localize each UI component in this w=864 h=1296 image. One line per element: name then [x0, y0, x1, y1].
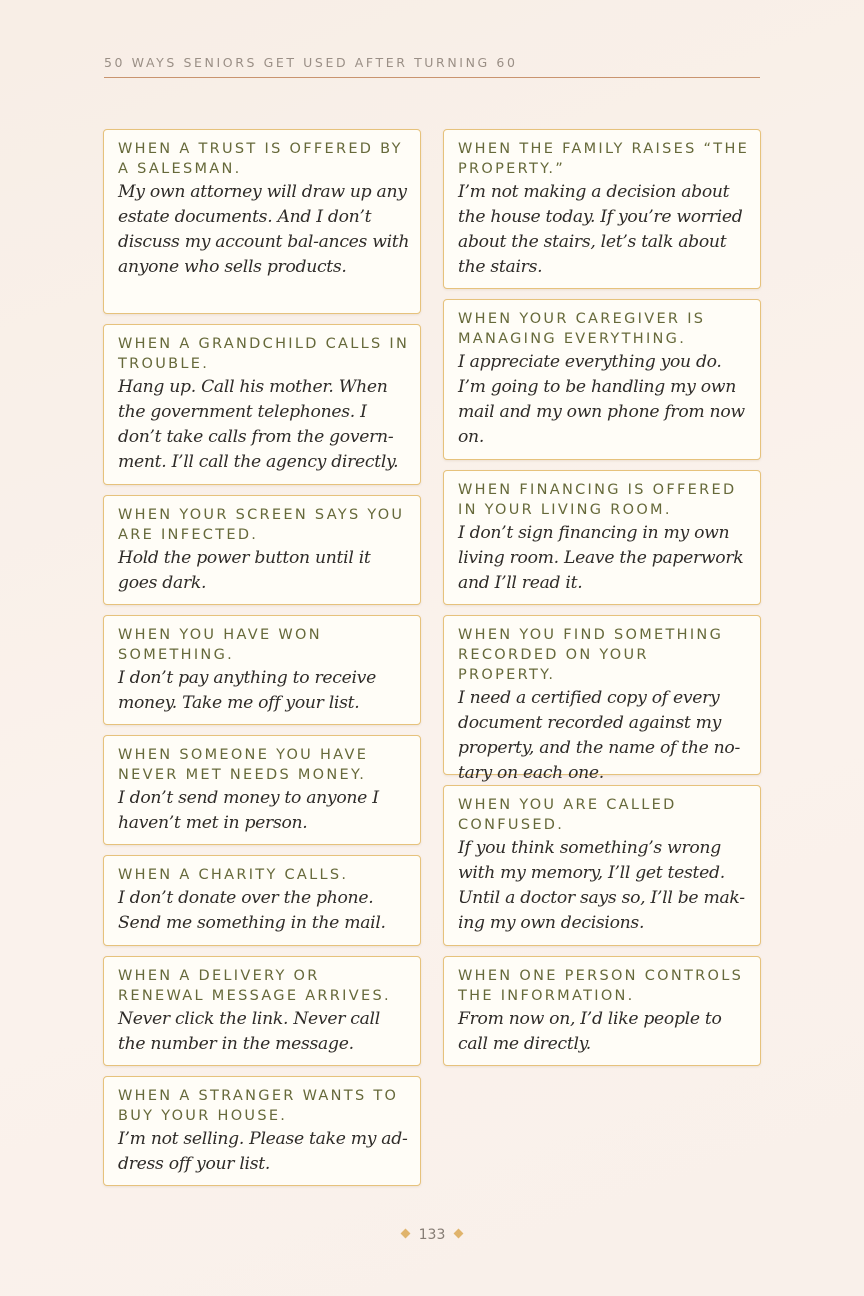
card-heading: WHEN YOU ARE CALLED CONFUSED. [458, 797, 677, 833]
advice-card [103, 855, 421, 946]
card-heading: WHEN YOUR SCREEN SAYS YOU ARE INFECTED. [118, 507, 405, 543]
running-head: 50 WAYS SENIORS GET USED AFTER TURNING 60 [104, 55, 518, 70]
card-body: If you think something’s wrong with my memory, I’ll get tested. Until a doctor says so, I’ll be mak-ing my own decisions. [458, 838, 745, 933]
card-body: From now on, I’d like people to call me directly. [458, 1009, 722, 1054]
advice-card [443, 129, 761, 289]
card-body: Never click the link. Never call the number in the message. [118, 1009, 380, 1054]
card-body: I don’t pay anything to receive money. Take me off your list. [118, 668, 376, 713]
card-heading: WHEN YOUR CAREGIVER IS MANAGING EVERYTHING. [458, 311, 706, 347]
card-body: I need a certified copy of every document recorded against my property, and the name of the no-tary on each one. [458, 688, 740, 783]
card-heading: WHEN A CHARITY CALLS. [118, 867, 349, 883]
advice-card [103, 129, 421, 314]
card-body: I don’t donate over the phone. Send me something in the mail. [118, 888, 386, 933]
page-footer [0, 1227, 864, 1243]
advice-card [103, 1076, 421, 1186]
advice-card [443, 470, 761, 605]
card-body: Hang up. Call his mother. When the government telephones. I don’t take calls from the govern-ment. I’ll call the agency directly. [118, 377, 399, 472]
header-rule [104, 77, 760, 78]
card-body: I’m not making a decision about the house today. If you’re worried about the stairs, let’s talk about the stairs. [458, 182, 743, 277]
card-body: I’m not selling. Please take my ad-dress off your list. [118, 1129, 408, 1174]
advice-card [103, 495, 421, 605]
card-heading: WHEN A TRUST IS OFFERED BY A SALESMAN. [118, 141, 403, 177]
advice-card [443, 299, 761, 460]
advice-card [103, 956, 421, 1066]
page-number: 133 [418, 1227, 446, 1243]
card-body: I don’t send money to anyone I haven’t met in person. [118, 788, 379, 833]
advice-card [103, 324, 421, 485]
card-heading: WHEN A STRANGER WANTS TO BUY YOUR HOUSE. [118, 1088, 399, 1124]
card-heading: WHEN ONE PERSON CONTROLS THE INFORMATION. [458, 968, 744, 1004]
advice-card [103, 735, 421, 845]
card-body: I appreciate everything you do. I’m going to be handling my own mail and my own phone from now on. [458, 352, 745, 447]
card-heading: WHEN A GRANDCHILD CALLS IN TROUBLE. [118, 336, 410, 372]
advice-card [443, 956, 761, 1066]
advice-card [443, 615, 761, 783]
advice-card [443, 785, 761, 946]
card-heading: WHEN YOU HAVE WON SOMETHING. [118, 627, 322, 663]
diamond-icon [400, 1229, 410, 1239]
card-body: My own attorney will draw up any estate documents. And I don’t discuss my account bal-ances with anyone who sells products. [118, 182, 410, 277]
card-heading: WHEN YOU FIND SOMETHING RECORDED ON YOUR PROPERTY. [458, 627, 724, 683]
card-heading: WHEN A DELIVERY OR RENEWAL MESSAGE ARRIVES. [118, 968, 391, 1004]
card-body: Hold the power button until it goes dark. [118, 548, 371, 593]
card-body: I don’t sign financing in my own living room. Leave the paperwork and I’ll read it. [458, 523, 744, 593]
card-heading: WHEN THE FAMILY RAISES “THE PROPERTY.” [458, 141, 750, 177]
card-heading: WHEN FINANCING IS OFFERED IN YOUR LIVING ROOM. [458, 482, 737, 518]
advice-card [103, 615, 421, 725]
diamond-icon [454, 1229, 464, 1239]
card-heading: WHEN SOMEONE YOU HAVE NEVER MET NEEDS MONEY. [118, 747, 369, 783]
